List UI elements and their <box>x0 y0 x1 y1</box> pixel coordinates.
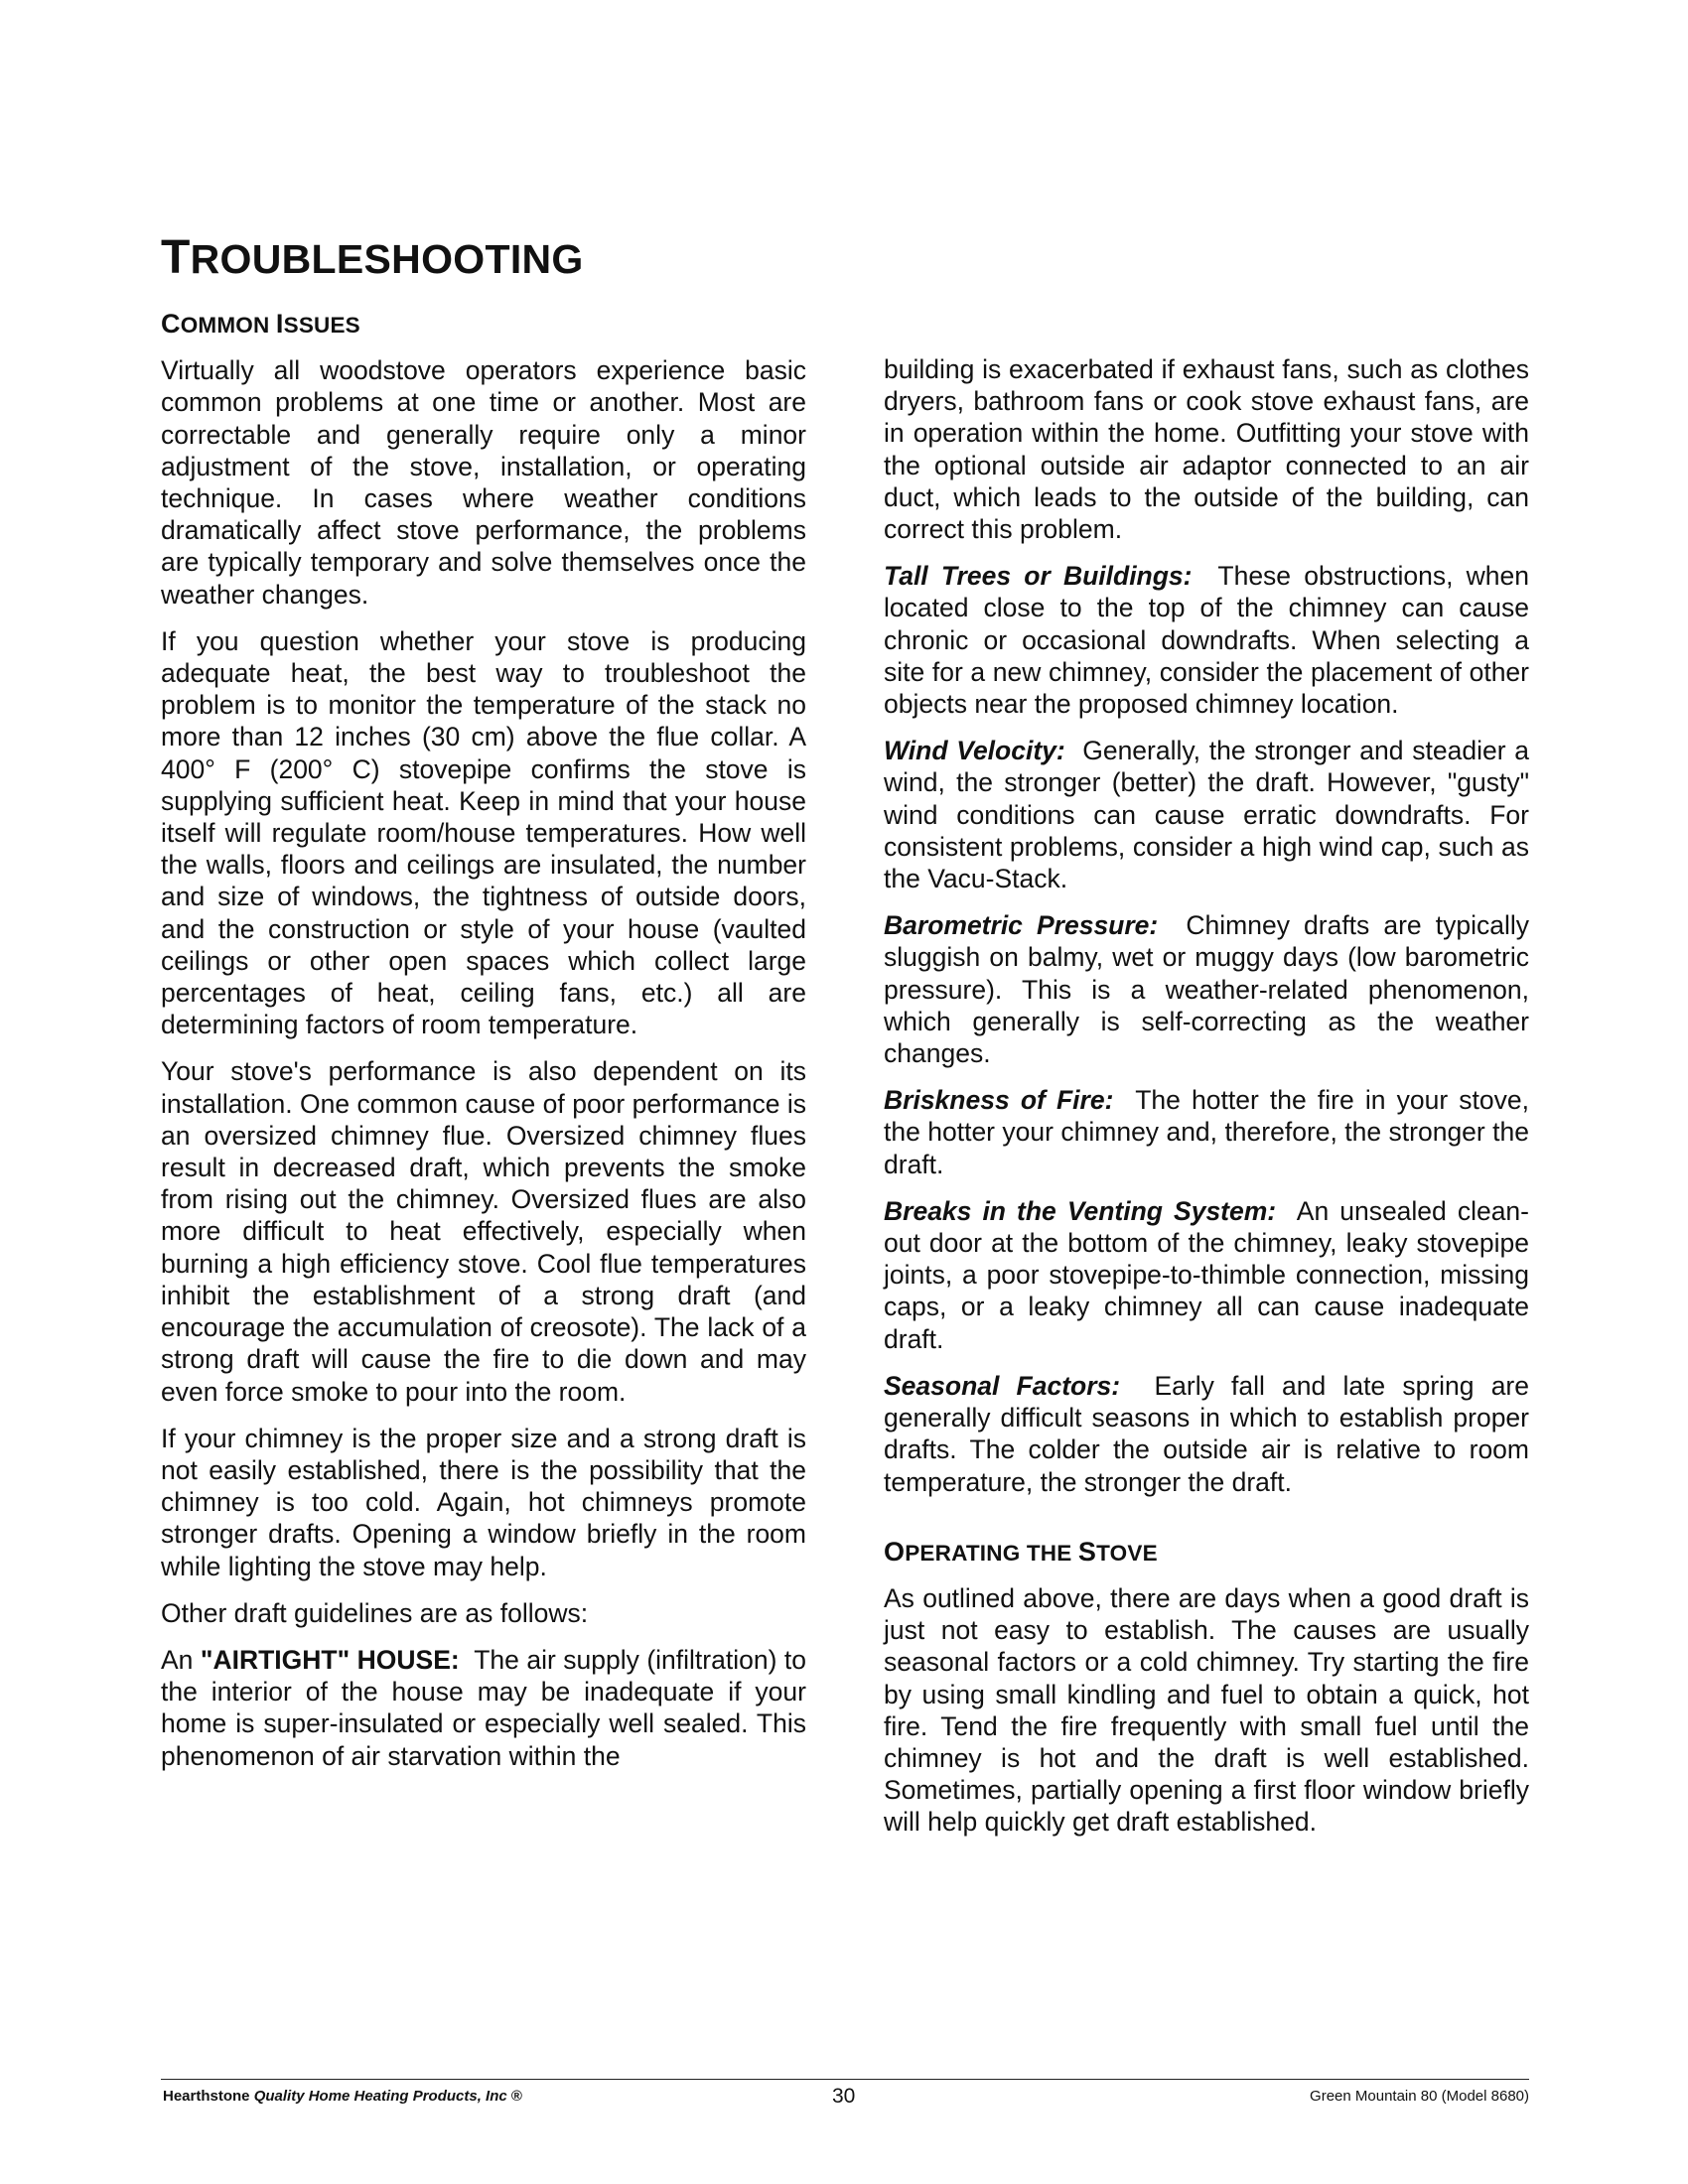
guideline-breaks-in-venting <box>884 1195 1529 1355</box>
page-footer <box>161 2079 1529 2108</box>
guideline-briskness-of-fire <box>884 1084 1529 1180</box>
footer-reg-mark: ® <box>506 2088 522 2105</box>
title-rest: ROUBLESHOOTING <box>190 236 584 282</box>
guideline-tall-trees <box>884 560 1529 720</box>
left-column <box>161 308 806 1787</box>
heading-text: PERATING THE <box>905 1540 1078 1566</box>
guideline-text: An unsealed clean-out door at the bottom of the chimney, leaky stovepipe joints, a poor stovepipe-to-thimble connection, missing caps, or a leaky chimney all can cause inadequate draft. <box>884 1195 1529 1354</box>
footer-model: Green Mountain 80 (Model 8680) <box>1310 2088 1529 2105</box>
right-column <box>884 353 1529 1853</box>
guideline-term: Barometric Pressure: <box>884 910 1159 941</box>
paragraph: Virtually all woodstove operators experience basic common problems at one time or another. Most are correctable and generally require only a minor adjustment of the stove, installation, or operating technique. In cases where weather conditions dramatically affect stove performance, the problems are typically temporary and solve themselves once the weather changes. <box>161 355 806 610</box>
paragraph-continuation: building is exacerbated if exhaust fans, such as clothes dryers, bathroom fans or cook stove exhaust fans, are in operation within the home. Outfitting your stove with the optional outside air adaptor connected to an air duct, which leads to the outside of the building, can correct this problem. <box>884 354 1529 545</box>
guideline-airtight-house <box>161 1644 806 1772</box>
footer-company <box>163 2088 522 2105</box>
footer-tagline: Quality Home Heating Products, Inc <box>253 2088 507 2105</box>
guideline-text: The air supply (infiltration) to the interior of the house may be inadequate if your home is super-insulated or especially well sealed. This phenomenon of air starvation within the <box>161 1644 806 1771</box>
paragraph: If you question whether your stove is producing adequate heat, the best way to troubleshoot the problem is to monitor the temperature of the stack no more than 12 inches (30 cm) above the flue collar. A 400° F (200° C) stovepipe confirms the stove is supplying sufficient heat. Keep in mind that your house itself will regulate room/house temperatures. How well the walls, floors and ceilings are insulated, the number and size of windows, the tightness of outside doors, and the construction or style of your house (vaulted ceilings or other open spaces which collect large percentages of heat, ceiling fans, etc.) all are determining factors of room temperature. <box>161 625 806 1040</box>
paragraph: Other draft guidelines are as follows: <box>161 1597 589 1628</box>
title-initial: T <box>161 231 191 284</box>
guideline-term: Briskness of Fire: <box>884 1085 1114 1116</box>
guideline-prefix: An <box>161 1644 201 1675</box>
guideline-term: Tall Trees or Buildings: <box>884 561 1193 592</box>
footer-brand: Hearthstone <box>163 2088 254 2105</box>
guideline-term: Breaks in the Venting System: <box>884 1195 1277 1226</box>
guideline-barometric-pressure <box>884 909 1529 1069</box>
heading-initial: C <box>161 309 181 339</box>
page-number: 30 <box>832 2085 856 2108</box>
heading-text: TOVE <box>1096 1540 1158 1566</box>
heading-initial: O <box>884 1536 906 1567</box>
guideline-text: Generally, the stronger and steadier a wind, the stronger (better) the draft. However, "gusty" wind conditions can cause erratic downdrafts. For consistent problems, consider a high wind cap, such as the Vacu-Stack. <box>884 736 1529 894</box>
guideline-text: Early fall and late spring are generally difficult seasons in which to establish proper drafts. The colder the outside air is relative to room temperature, the stronger the draft. <box>884 1370 1529 1497</box>
page-title <box>161 230 584 285</box>
guideline-text: The hotter the fire in your stove, the hotter your chimney and, therefore, the stronger the draft. <box>884 1085 1529 1179</box>
heading-text: OMMON <box>180 313 276 338</box>
guideline-text: Chimney drafts are typically sluggish on balmy, wet or muggy days (low barometric pressure). This is a weather-related phenomenon, which generally is self-correcting as the weather changes. <box>884 910 1529 1069</box>
guideline-text: These obstructions, when located close to the top of the chimney can cause chronic or occasional downdrafts. When selecting a site for a new chimney, consider the placement of other objects near the proposed chimney location. <box>884 561 1530 720</box>
paragraph: Your stove's performance is also dependent on its installation. One common cause of poor performance is an oversized chimney flue. Oversized chimney flues result in decreased draft, which prevents the smoke from rising out the chimney. Oversized flues are also more difficult to heat effectively, especially when burning a high efficiency stove. Cool flue temperatures inhibit the establishment of a strong draft (and encourage the accumulation of creosote). The lack of a strong draft will cause the fire to die down and may even force smoke to pour into the room. <box>161 1056 806 1407</box>
paragraph: As outlined above, there are days when a good draft is just not easy to establish. The causes are usually seasonal factors or a cold chimney. Try starting the fire by using small kindling and fuel to obtain a quick, hot fire. Tend the fire frequently with small fuel until the chimney is hot and the draft is well established. Sometimes, partially opening a first floor window briefly will help quickly get draft established. <box>884 1582 1529 1838</box>
heading-text: SSUES <box>283 313 360 338</box>
section-heading-operating-the-stove <box>884 1536 1529 1570</box>
guideline-term: "AIRTIGHT" HOUSE: <box>200 1644 460 1675</box>
section-heading-common-issues <box>161 308 806 341</box>
guideline-wind-velocity <box>884 735 1529 894</box>
heading-initial: I <box>275 309 284 339</box>
paragraph: If your chimney is the proper size and a strong draft is not easily established, there is the possibility that the chimney is too cold. Again, hot chimneys promote stronger drafts. Opening a window briefly in the room while lighting the stove may help. <box>161 1423 806 1581</box>
guideline-term: Seasonal Factors: <box>884 1370 1121 1401</box>
guideline-term: Wind Velocity: <box>884 736 1065 766</box>
heading-initial: S <box>1077 1536 1097 1567</box>
guideline-seasonal-factors <box>884 1370 1529 1498</box>
